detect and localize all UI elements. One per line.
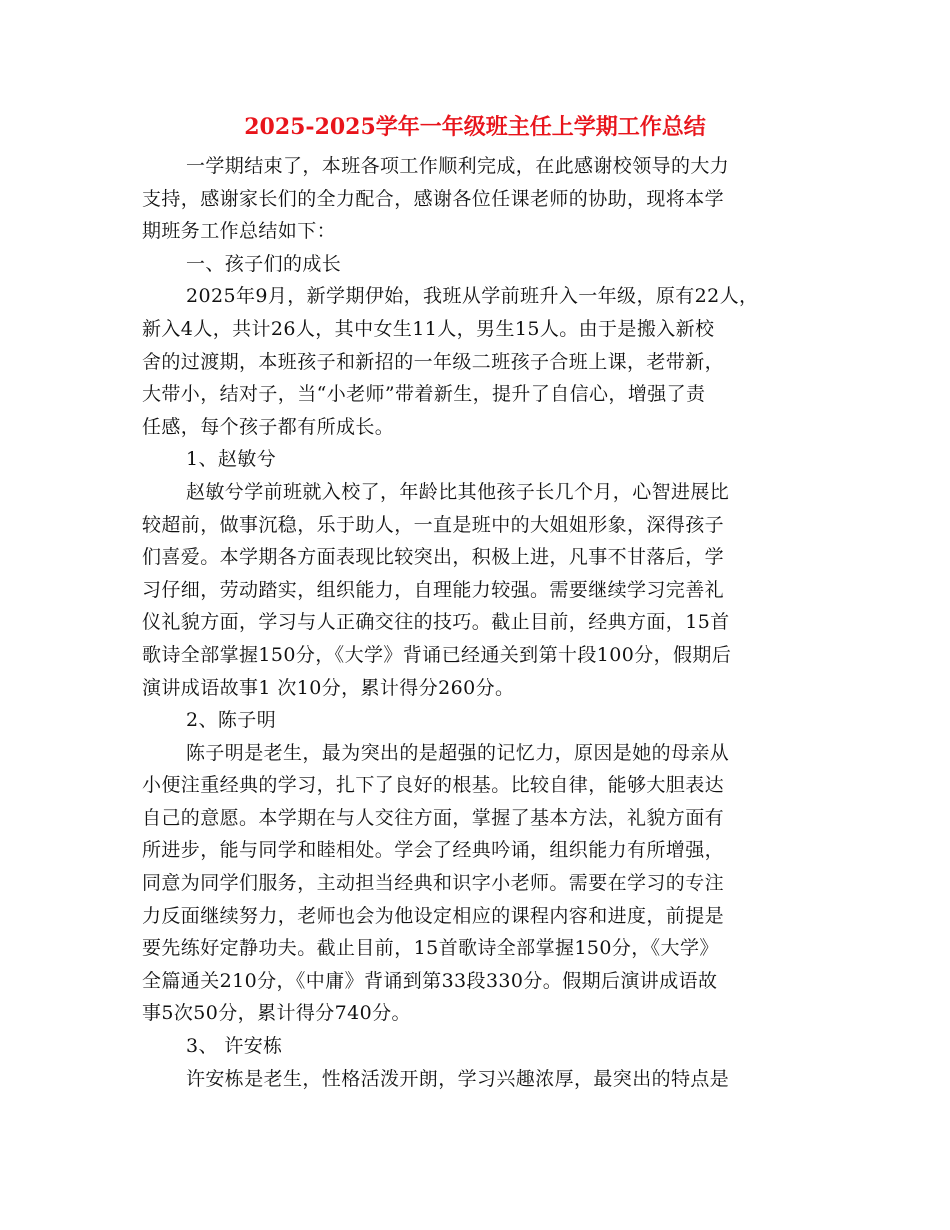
paragraph-line: 2025年9月，新学期伊始，我班从学前班升入一年级，原有22人，	[186, 285, 759, 308]
section-heading: 一、孩子们的成长	[186, 252, 342, 275]
paragraph-line: 同意为同学们服务，主动担当经典和识字小老师。需要在学习的专注	[142, 872, 725, 895]
paragraph-line: 歌诗全部掌握150分，《大学》背诵已经通关到第十段100分，假期后	[142, 643, 732, 666]
paragraph-line: 所进步，能与同学和睦相处。学会了经典吟诵，组织能力有所增强，	[142, 839, 725, 862]
paragraph-line: 支持，感谢家长们的全力配合，感谢各位任课老师的协助，现将本学	[142, 187, 725, 210]
paragraph-line: 小便注重经典的学习，扎下了良好的根基。比较自律，能够大胆表达	[142, 774, 725, 797]
paragraph-line: 一学期结束了，本班各项工作顺利完成，在此感谢校领导的大力	[186, 155, 730, 177]
paragraph-line: 仪礼貌方面，学习与人正确交往的技巧。截止目前，经典方面，15首	[142, 611, 730, 634]
paragraph-line: 任感，每个孩子都有所成长。	[142, 415, 395, 438]
subsection-heading: 2、陈子明	[186, 709, 277, 732]
paragraph-line: 全篇通关210分，《中庸》背诵到第33段330分。假期后演讲成语故	[142, 969, 718, 992]
paragraph-line: 陈子明是老生，最为突出的是超强的记忆力，原因是她的母亲从	[186, 741, 730, 764]
paragraph-line: 大带小，结对子，当“小老师”带着新生，提升了自信心，增强了责	[142, 383, 706, 406]
subsection-heading: 1、赵敏兮	[186, 448, 277, 471]
document-title: 2025-2025学年一年级班主任上学期工作总结	[244, 114, 706, 140]
paragraph-line: 期班务工作总结如下：	[142, 220, 337, 243]
paragraph-line: 演讲成语故事1 次10分，累计得分260分。	[142, 676, 515, 699]
paragraph-line: 事5次50分，累计得分740分。	[142, 1002, 411, 1025]
paragraph-line: 较超前，做事沉稳，乐于助人，一直是班中的大姐姐形象，深得孩子	[142, 513, 725, 536]
document-body	[142, 150, 812, 1095]
paragraph-line: 们喜爱。本学期各方面表现比较突出，积极上进，凡事不甘落后，学	[142, 546, 725, 569]
paragraph-line: 许安栋是老生，性格活泼开朗，学习兴趣浓厚，最突出的特点是	[186, 1067, 730, 1090]
paragraph-line: 要先练好定静功夫。截止目前，15首歌诗全部掌握150分，《大学》	[142, 937, 719, 960]
subsection-heading: 3、 许安栋	[186, 1035, 283, 1058]
paragraph-line: 舍的过渡期，本班孩子和新招的一年级二班孩子合班上课，老带新，	[142, 350, 725, 373]
paragraph-line: 力反面继续努力，老师也会为他设定相应的课程内容和进度，前提是	[142, 904, 725, 927]
paragraph-line: 习仔细，劳动踏实，组织能力，自理能力较强。需要继续学习完善礼	[142, 578, 725, 601]
paragraph-line: 赵敏兮学前班就入校了，年龄比其他孩子长几个月，心智进展比	[186, 480, 730, 503]
paragraph-line: 自己的意愿。本学期在与人交往方面，掌握了基本方法，礼貌方面有	[142, 806, 725, 829]
paragraph-line: 新入4人，共计26人，其中女生11人，男生15人。由于是搬入新校	[142, 317, 715, 340]
